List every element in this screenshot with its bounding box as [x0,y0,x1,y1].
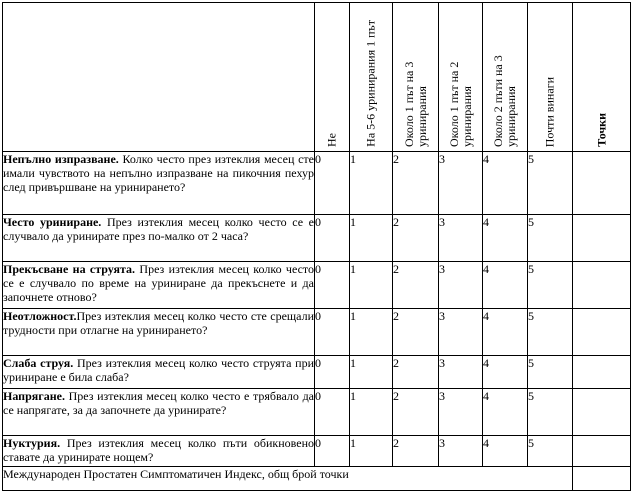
score-cell: 4 [483,389,528,436]
question-cell [3,262,315,309]
score-cell: 1 [350,262,393,309]
table-row [3,215,631,262]
score-cell: 1 [350,309,393,356]
score-cell: 5 [528,262,573,309]
question-text: Колко често през изтеклия месец сте имали чувството на непълно изпразване на пикочния пехур след привършване на уринирането? [3,152,314,194]
header-1-of-2-label: Около 1 път на 2 уринирания [446,61,474,147]
question-text: През изтеклия месец колко често се е случвало да уринирате през по-малко от 2 часа? [3,215,315,243]
score-cell: 3 [439,356,483,389]
points-cell[interactable] [573,262,631,309]
score-cell: 0 [315,215,350,262]
score-cell: 2 [393,152,439,215]
header-almost-always-label: Почти винаги [542,76,557,147]
score-cell: 2 [393,309,439,356]
score-cell: 1 [350,436,393,467]
header-never [315,3,350,152]
points-cell[interactable] [573,436,631,467]
header-points [573,3,631,152]
score-cell: 2 [393,389,439,436]
header-1-of-5 [350,3,393,152]
score-cell: 5 [528,389,573,436]
table-row [3,309,631,356]
header-2-of-3-label: Около 2 пъти на 3 уринирания [491,55,518,147]
score-cell: 4 [483,215,528,262]
score-cell: 4 [483,262,528,309]
points-cell[interactable] [573,356,631,389]
header-row [3,3,631,152]
score-cell: 2 [393,356,439,389]
score-cell: 4 [483,309,528,356]
score-cell: 4 [483,152,528,215]
points-cell[interactable] [573,309,631,356]
header-almost-always [528,3,573,152]
score-cell: 5 [528,356,573,389]
score-cell: 1 [350,152,393,215]
question-text: През изтеклия месец колко пъти обикновено ставате да уринирате нощем? [3,436,314,464]
table-row [3,356,631,389]
score-cell: 4 [483,356,528,389]
footer-row [3,467,631,491]
points-cell[interactable] [573,152,631,215]
score-cell: 5 [528,309,573,356]
score-cell: 5 [528,152,573,215]
question-cell [3,389,315,436]
score-cell: 4 [483,436,528,467]
question-title: Напрягане. [3,389,65,403]
score-cell: 0 [315,389,350,436]
total-points-cell[interactable] [573,467,631,491]
table-row [3,436,631,467]
score-cell: 3 [439,215,483,262]
header-1-of-3-label: Около 1 път на 3 уринирания [401,61,429,147]
table-row [3,152,631,215]
question-text: През изтеклия месец колко често струята при уриниране е била слаба? [3,356,314,384]
score-cell: 5 [528,436,573,467]
question-cell [3,152,315,215]
question-title: Нуктурия. [3,436,61,450]
question-cell [3,436,315,467]
points-cell[interactable] [573,215,631,262]
question-text: През изтеклия месец колко често се е случвало по време на уриниране да прекъснете и да започнете отново? [3,262,314,304]
question-title: Слаба струя. [3,356,74,370]
header-1-of-3 [393,3,439,152]
table-row [3,262,631,309]
score-cell: 2 [393,215,439,262]
question-title: Прекъсване на струята. [3,262,136,276]
question-title: Непълно изпразване. [3,152,119,166]
score-cell: 1 [350,389,393,436]
score-cell: 0 [315,262,350,309]
question-cell [3,309,315,356]
question-title: Неотложност. [3,309,77,323]
score-cell: 0 [315,356,350,389]
total-score-label: Международен Простатен Симптоматичен Индекс, общ брой точки [3,467,573,491]
score-cell: 1 [350,215,393,262]
score-cell: 3 [439,436,483,467]
score-cell: 5 [528,215,573,262]
points-cell[interactable] [573,389,631,436]
header-2-of-3 [483,3,528,152]
score-cell: 1 [350,356,393,389]
score-cell: 0 [315,436,350,467]
score-cell: 3 [439,309,483,356]
question-title: Често уриниране. [3,215,102,229]
ipss-table [2,2,631,491]
score-cell: 3 [439,389,483,436]
table-row [3,389,631,436]
header-never-label: Не [324,133,339,147]
score-cell: 3 [439,262,483,309]
header-1-of-2 [439,3,483,152]
question-text: През изтеклия месец колко често е трябвало да се напрягате, за да започнете да уринирате? [3,389,314,417]
header-corner [3,3,315,152]
score-cell: 3 [439,152,483,215]
question-cell [3,215,315,262]
score-cell: 2 [393,436,439,467]
question-cell [3,356,315,389]
score-cell: 2 [393,262,439,309]
question-text: През изтеклия месец колко често сте срещали трудности при отлагне на уринирането? [3,309,314,337]
score-cell: 0 [315,152,350,215]
header-1-of-5-label: На 5-6 уринирания 1 път [363,20,378,147]
score-cell: 0 [315,309,350,356]
header-points-label: Точки [594,113,608,147]
